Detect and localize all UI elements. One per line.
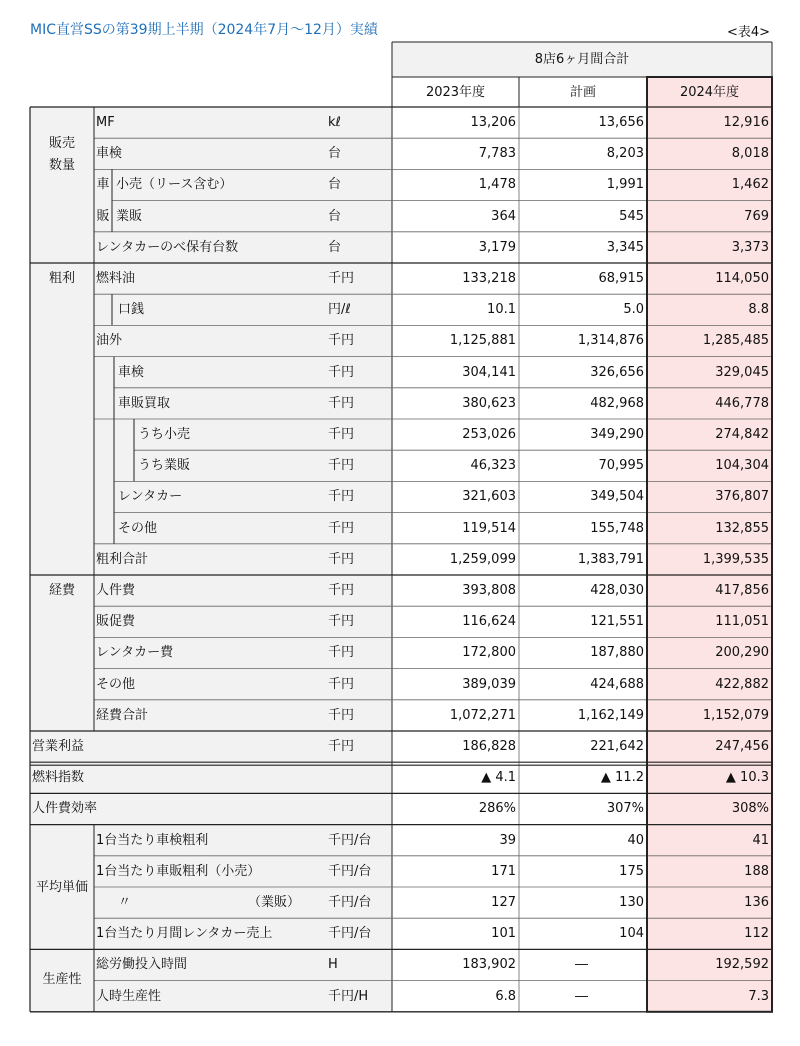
value-plan: 175 xyxy=(619,863,644,879)
value-2023: 116,624 xyxy=(462,614,516,630)
value-plan: 121,551 xyxy=(590,614,644,630)
value-2024: ▲ 10.3 xyxy=(725,770,769,786)
header-group: 8店6ヶ月間合計 xyxy=(534,52,630,67)
value-plan: ▲ 11.2 xyxy=(600,770,644,786)
value-plan: 68,915 xyxy=(598,271,644,286)
header-2023: 2023年度 xyxy=(425,85,486,100)
value-2024: 7.3 xyxy=(748,988,769,1004)
value-plan: 130 xyxy=(619,895,644,910)
value-2023: 39 xyxy=(499,832,516,848)
row-unit: 千円 xyxy=(328,551,355,567)
value-plan: 5.0 xyxy=(623,302,644,318)
row-label: 〃 xyxy=(118,895,132,910)
row-label: 油外 xyxy=(96,333,123,349)
value-plan: 428,030 xyxy=(590,583,644,598)
value-plan: 1,383,791 xyxy=(577,551,644,567)
row-label: その他 xyxy=(96,676,136,692)
value-2023: 10.1 xyxy=(487,302,516,318)
row-label: 燃料指数 xyxy=(32,770,85,786)
row-label: 1台当たり月間レンタカー売上 xyxy=(96,926,273,942)
value-2023: 119,514 xyxy=(462,520,516,536)
row-label: レンタカーのべ保有台数 xyxy=(96,239,239,255)
value-2023: 389,039 xyxy=(462,676,516,692)
row-unit: 台 xyxy=(328,208,342,224)
value-2023: 183,902 xyxy=(462,957,516,973)
value-2024: 12,916 xyxy=(723,115,769,130)
value-2023: 172,800 xyxy=(462,645,516,661)
row-unit: 千円 xyxy=(328,427,355,442)
value-plan: 1,991 xyxy=(606,177,644,193)
row-label: レンタカー費 xyxy=(96,645,174,661)
value-2024: 114,050 xyxy=(715,271,769,286)
row-unit: 千円 xyxy=(328,271,355,286)
value-plan: 326,656 xyxy=(590,364,644,380)
category-seisan: 生産性 xyxy=(42,972,82,988)
value-2024: 8.8 xyxy=(748,302,769,318)
value-plan: 3,345 xyxy=(606,239,644,255)
value-2024: 8,018 xyxy=(731,146,769,162)
value-2023: 13,206 xyxy=(470,115,516,130)
row-label: 車販買取 xyxy=(118,395,171,411)
value-2024: 1,462 xyxy=(731,177,769,193)
value-2024: 376,807 xyxy=(715,489,769,505)
row-label: 1台当たり車検粗利 xyxy=(96,832,209,848)
row-unit: H xyxy=(328,957,338,973)
row-unit: 千円 xyxy=(328,707,355,723)
category-hanbai-1: 販売 xyxy=(48,136,75,151)
value-plan: 8,203 xyxy=(606,146,644,162)
row-label-sub: （業販） xyxy=(248,895,301,910)
row-unit: 千円 xyxy=(328,739,355,754)
value-2024: 192,592 xyxy=(715,957,769,973)
row-label: MF xyxy=(96,115,115,130)
row-unit: 台 xyxy=(328,239,342,255)
row-unit: 千円/台 xyxy=(328,832,372,848)
value-2024: 111,051 xyxy=(715,614,769,630)
value-2023: 286% xyxy=(478,801,516,817)
row-unit: 千円/台 xyxy=(328,895,372,910)
value-2023: 1,072,271 xyxy=(449,707,516,723)
row-unit: 千円 xyxy=(328,395,355,411)
value-2024: 112 xyxy=(744,926,769,942)
value-plan: 13,656 xyxy=(598,115,644,130)
row-unit: 千円 xyxy=(328,489,355,505)
row-unit: 千円 xyxy=(328,333,355,349)
value-plan: 424,688 xyxy=(590,676,644,692)
value-2023: 1,259,099 xyxy=(449,551,516,567)
row-unit: 千円 xyxy=(328,458,355,474)
value-2023: 380,623 xyxy=(462,395,516,411)
value-2024: 104,304 xyxy=(715,458,769,474)
value-2024: 247,456 xyxy=(715,739,769,754)
row-label: 営業利益 xyxy=(32,739,85,754)
value-plan: 104 xyxy=(619,926,644,942)
value-2023: 1,125,881 xyxy=(449,333,516,349)
value-2024: 308% xyxy=(731,801,769,817)
value-2023: 171 xyxy=(491,863,516,879)
value-2024: 41 xyxy=(752,832,769,848)
header-plan: 計画 xyxy=(569,85,596,100)
row-label: 経費合計 xyxy=(96,707,149,723)
row-unit: 千円 xyxy=(328,364,355,380)
value-plan: 70,995 xyxy=(598,458,644,474)
value-plan: 545 xyxy=(619,208,644,224)
value-2023: 133,218 xyxy=(462,271,516,286)
value-plan: ― xyxy=(575,988,588,1004)
value-plan: 187,880 xyxy=(590,645,644,661)
row-label: 販促費 xyxy=(96,614,136,630)
value-2023: 3,179 xyxy=(478,239,516,255)
value-2024: 188 xyxy=(744,863,769,879)
value-2024: 274,842 xyxy=(715,427,769,442)
row-label: 1台当たり車販粗利（小売） xyxy=(96,863,261,879)
value-2023: 127 xyxy=(491,895,516,910)
value-2023: 253,026 xyxy=(462,427,516,442)
value-2023: 321,603 xyxy=(462,489,516,505)
row-label: うち業販 xyxy=(138,458,191,474)
value-plan: 155,748 xyxy=(590,520,644,536)
value-plan: 1,162,149 xyxy=(577,707,644,723)
value-2023: 393,808 xyxy=(462,583,516,598)
row-unit: 千円/台 xyxy=(328,926,372,942)
value-2024: 3,373 xyxy=(731,239,769,255)
row-unit: 千円 xyxy=(328,614,355,630)
value-2024: 136 xyxy=(744,895,769,910)
category-keihi: 経費 xyxy=(48,583,75,598)
category-han: 販 xyxy=(96,208,110,224)
value-2024: 1,285,485 xyxy=(702,333,769,349)
value-plan: 482,968 xyxy=(590,395,644,411)
row-unit: 千円 xyxy=(328,645,355,661)
table-number: <表4> xyxy=(726,25,770,40)
row-label: 人件費効率 xyxy=(32,801,98,817)
row-label: その他 xyxy=(118,520,158,536)
row-unit: 千円 xyxy=(328,520,355,536)
row-unit: 円/ℓ xyxy=(328,302,351,318)
row-label: 小売（リース含む） xyxy=(116,177,233,193)
value-2024: 446,778 xyxy=(715,395,769,411)
category-hanbai-2: 数量 xyxy=(48,158,75,173)
header-2024: 2024年度 xyxy=(679,85,740,100)
row-label: うち小売 xyxy=(138,427,191,442)
value-2024: 1,152,079 xyxy=(702,707,769,723)
value-2024: 769 xyxy=(744,208,769,224)
value-2023: ▲ 4.1 xyxy=(481,770,516,786)
row-label: 車検 xyxy=(96,146,123,162)
value-2024: 200,290 xyxy=(715,645,769,661)
category-arari: 粗利 xyxy=(48,271,75,286)
row-unit: 千円 xyxy=(328,583,355,598)
row-label: 総労働投入時間 xyxy=(96,957,188,973)
row-label: 粗利合計 xyxy=(96,551,149,567)
row-label: 燃料油 xyxy=(96,271,136,286)
report-title: MIC直営SSの第39期上半期（2024年7月～12月）実績 xyxy=(30,22,378,38)
value-2023: 304,141 xyxy=(462,364,516,380)
row-unit: 千円 xyxy=(328,676,355,692)
value-plan: 1,314,876 xyxy=(577,333,644,349)
row-unit: 台 xyxy=(328,146,342,162)
value-plan: 221,642 xyxy=(590,739,644,754)
value-2024: 1,399,535 xyxy=(702,551,769,567)
row-unit: 千円/H xyxy=(328,988,369,1004)
value-plan: 349,290 xyxy=(590,427,644,442)
value-2023: 1,478 xyxy=(478,177,516,193)
value-2023: 7,783 xyxy=(478,146,516,162)
value-2024: 132,855 xyxy=(715,520,769,536)
value-plan: 40 xyxy=(627,832,644,848)
row-label: 業販 xyxy=(116,208,143,224)
category-sha: 車 xyxy=(96,177,110,193)
value-2023: 46,323 xyxy=(470,458,516,474)
row-label: 車検 xyxy=(118,364,145,380)
value-plan: ― xyxy=(575,957,588,973)
category-heikin: 平均単価 xyxy=(35,879,88,895)
value-plan: 307% xyxy=(606,801,644,817)
row-unit: 台 xyxy=(328,177,342,193)
value-2023: 186,828 xyxy=(462,739,516,754)
row-label: 人時生産性 xyxy=(96,988,162,1004)
value-2024: 329,045 xyxy=(715,364,769,380)
row-label: レンタカー xyxy=(118,489,183,505)
row-unit: kℓ xyxy=(328,115,341,130)
value-2023: 101 xyxy=(491,926,516,942)
value-2023: 6.8 xyxy=(495,988,516,1004)
value-2024: 417,856 xyxy=(715,583,769,598)
value-2024: 422,882 xyxy=(715,676,769,692)
row-label: 口銭 xyxy=(118,302,145,318)
value-plan: 349,504 xyxy=(590,489,644,505)
row-label: 人件費 xyxy=(96,583,136,598)
row-unit: 千円/台 xyxy=(328,863,372,879)
value-2023: 364 xyxy=(491,208,516,224)
